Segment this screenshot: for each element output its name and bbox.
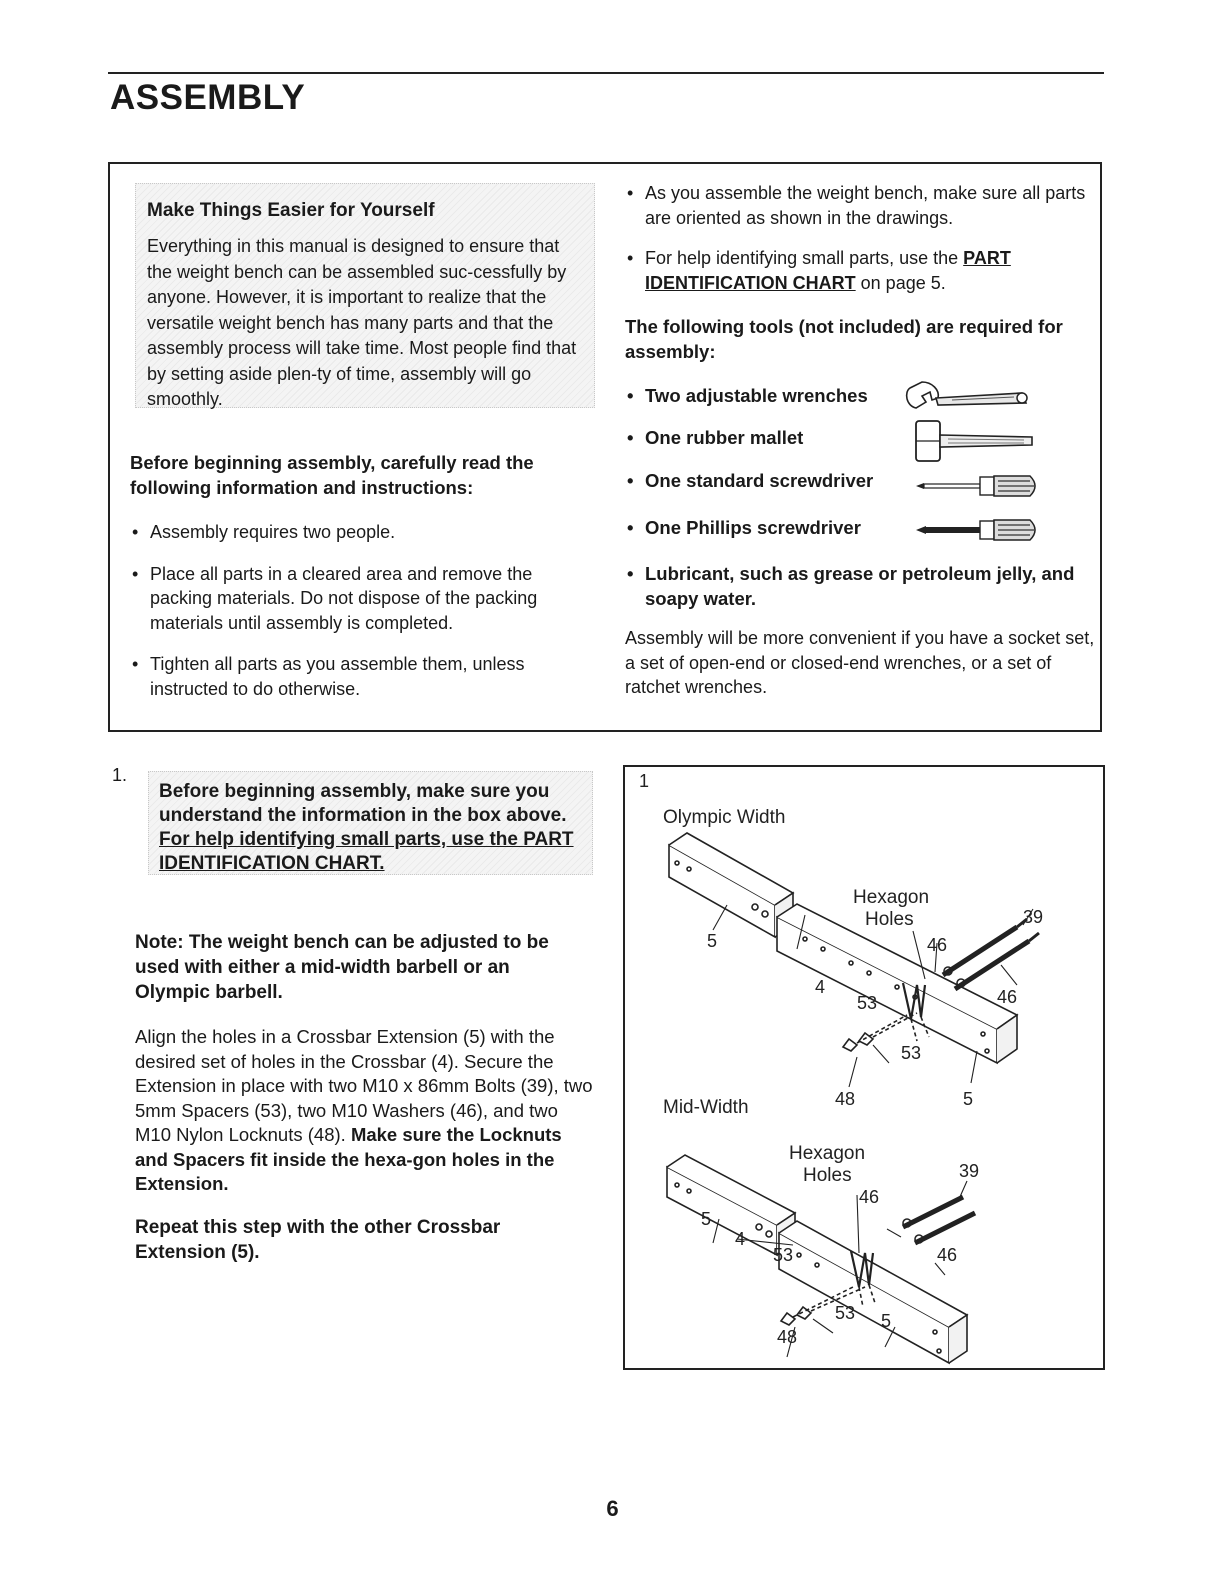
page-number: 6 (606, 1496, 619, 1521)
part-label-washer: 46 (997, 987, 1018, 1007)
part-chart-link[interactable]: PART IDENTIFICATION CHART (645, 248, 1011, 293)
holes-label: Holes (803, 1165, 852, 1186)
step-part-chart-link[interactable]: For help identifying small parts, use the PART IDENTIFICATION CHART. (159, 829, 574, 874)
tool-label: One standard screwdriver (645, 470, 874, 491)
adjustable-wrench-icon (902, 376, 1034, 416)
step-note: Note: The weight bench can be adjusted to be used with either a mid-width barbell or an Olympic barbell. (135, 932, 549, 1003)
help-suffix: on page 5. (855, 272, 946, 293)
part-label-spacer: 53 (773, 1245, 794, 1265)
part-label-locknut: 48 (835, 1089, 856, 1109)
tip-box (135, 183, 595, 408)
list-item (625, 246, 1090, 295)
part-label-extension: 5 (963, 1089, 974, 1109)
assembly-figure (623, 765, 1105, 1370)
tool-label: One Phillips screwdriver (645, 517, 861, 538)
convenience-text: Assembly will be more convenient if you have a socket set, a set of open-end or closed-end wrenches, or a set of ratchet wrenches. (625, 628, 1095, 697)
mid-width-title: Mid-Width (663, 1097, 749, 1118)
before-heading: Before beginning assembly, carefully read the following information and instructions: (130, 452, 534, 498)
part-label-washer: 46 (859, 1187, 880, 1207)
part-label-crossbar: 4 (815, 977, 826, 997)
step-align-text: Align the holes in a Crossbar Extension (5) with the desired set of holes in the Crossbar (4). Secure the Extension in place with two M10 x 86mm Bolts (39), two 5mm Spacers (53), two M10 Washers (46), and two M10 Nylon Locknuts (48). (135, 1026, 593, 1145)
tip-box-body: Everything in this manual is designed to ensure that the weight bench can be assembled suc-cessfully by anyone. However, it is important to realize that the versatile weight bench has many parts and that the assembly process will take time. Most people find that by setting aside plen-ty of time, assembly will go smoothly. (147, 236, 577, 409)
list-item: • Lubricant, such as grease or petroleum jelly, and soapy water. (625, 561, 1095, 611)
tool-item (625, 427, 803, 449)
olympic-width-title: Olympic Width (663, 807, 786, 828)
step-info-box (148, 771, 593, 875)
hexagon-label: Hexagon (789, 1143, 866, 1164)
part-label-spacer: 53 (857, 993, 878, 1013)
standard-screwdriver-icon (914, 472, 1042, 500)
hexagon-label: Hexagon (853, 887, 930, 908)
part-label-bolt: 39 (1023, 907, 1044, 927)
right-bullets (625, 181, 1090, 295)
step-align-warning: Make sure the Locknuts and Spacers fit inside the hexa-gon holes in the Extension. (135, 1124, 562, 1194)
part-label-washer: 46 (927, 935, 948, 955)
holes-label: Holes (865, 909, 914, 930)
tool-item (625, 517, 861, 539)
step-repeat: Repeat this step with the other Crossbar Extension (5). (135, 1217, 501, 1263)
tool-label: One rubber mallet (645, 427, 804, 448)
list-item: • Tighten all parts as you assemble them, unless instructed to do otherwise. (130, 652, 590, 701)
part-label-extension: 5 (707, 931, 718, 951)
step-number: 1. (112, 765, 128, 785)
part-label-spacer: 53 (835, 1303, 856, 1323)
lubricant-list (625, 561, 1095, 611)
before-list (130, 520, 590, 701)
part-label-spacer: 53 (901, 1043, 922, 1063)
tool-item (625, 385, 868, 407)
part-label-crossbar: 4 (735, 1229, 746, 1249)
figure-number: 1 (639, 771, 650, 791)
tip-box-title: Make Things Easier for Yourself (147, 200, 435, 221)
step-box-text: Before beginning assembly, make sure you understand the information in the box above. (159, 781, 567, 826)
page-title: ASSEMBLY (110, 78, 306, 117)
list-item: • As you assemble the weight bench, make sure all parts are oriented as shown in the drawings. (625, 181, 1090, 230)
part-label-extension: 5 (881, 1311, 892, 1331)
list-item: • Assembly requires two people. (130, 520, 590, 545)
part-label-extension: 5 (701, 1209, 712, 1229)
part-label-bolt: 39 (959, 1161, 980, 1181)
top-rule (108, 72, 1104, 74)
tool-item (625, 470, 873, 492)
rubber-mallet-icon (914, 418, 1036, 464)
part-label-locknut: 48 (777, 1327, 798, 1347)
tools-heading: The following tools (not included) are required for assembly: (625, 316, 1063, 362)
tool-label: Two adjustable wrenches (645, 385, 868, 406)
phillips-screwdriver-icon (914, 516, 1042, 544)
crossbar-extension-diagram (625, 767, 1103, 1368)
step-instructions (135, 1025, 595, 1197)
list-item: • Place all parts in a cleared area and remove the packing materials. Do not dispose of the packing materials until assembly is completed. (130, 562, 590, 636)
help-prefix: For help identifying small parts, use the (645, 248, 964, 268)
part-label-washer: 46 (937, 1245, 958, 1265)
